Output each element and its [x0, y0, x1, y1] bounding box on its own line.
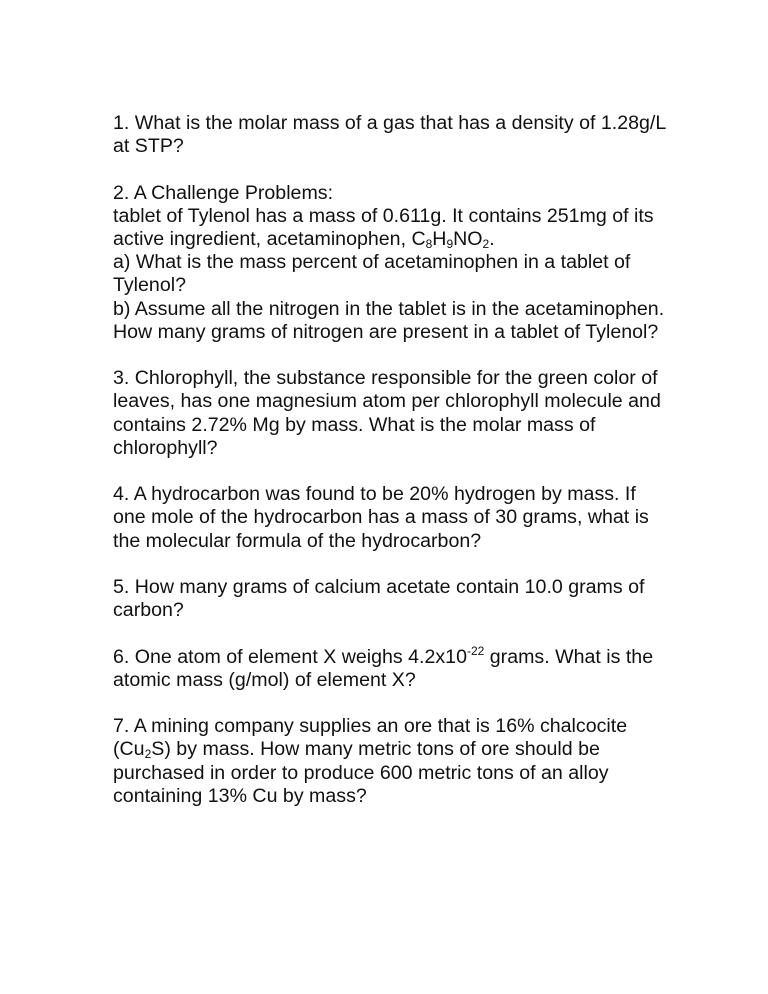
subscript: 2	[144, 747, 152, 762]
problem-4	[113, 483, 673, 553]
problem-text: 3. Chlorophyll, the substance responsible for the green color of leaves, has one magnesium atom per chlorophyll molecule and contains 2.72% Mg by mass. What is the molar mass of chlorophyll?	[113, 367, 661, 459]
chemical-formula: $C_8H_9NO_2$.	[411, 228, 495, 251]
problem-2	[113, 182, 673, 344]
problem-5	[113, 576, 673, 622]
problem-3	[113, 367, 673, 460]
problem-text: 7. A mining company supplies an ore that is 16% chalcocite $(Cu_2S)$ by mass. How many metric tons of ore should be purchased in order to produce 600 metric tons of an alloy containing 13% Cu by mass?	[113, 715, 628, 807]
exponent: -22	[466, 643, 485, 658]
problem-list	[113, 112, 673, 831]
problem-text: 5. How many grams of calcium acetate contain 10.0 grams of carbon?	[113, 576, 645, 622]
problem-text-lead: tablet of Tylenol has a mass of 0.611g. It contains 251mg of its active ingredient, acetaminophen,	[113, 204, 654, 250]
problem-part-a: a) What is the mass percent of acetaminophen in a tablet of Tylenol?	[113, 251, 631, 297]
problem-1	[113, 112, 673, 158]
problem-part-b: b) Assume all the nitrogen in the tablet is in the acetaminophen. How many grams of nitrogen are present in a tablet of Tylenol?	[113, 297, 665, 343]
problem-6	[113, 643, 673, 692]
problem-text: 4. A hydrocarbon was found to be 20% hydrogen by mass. If one mole of the hydrocarbon has a mass of 30 grams, what is the molecular formula of the hydrocarbon?	[113, 483, 649, 552]
problem-text: 1. What is the molar mass of a gas that has a density of 1.28g/L at STP?	[113, 112, 666, 158]
problem-heading: 2. A Challenge Problems:	[113, 181, 334, 204]
problem-7	[113, 715, 673, 808]
problem-text	[113, 205, 673, 251]
problem-text: 6. One atom of element X weighs $4.2x10^{-22}$ grams. What is the atomic mass (g/mol) of element X?	[113, 643, 654, 691]
